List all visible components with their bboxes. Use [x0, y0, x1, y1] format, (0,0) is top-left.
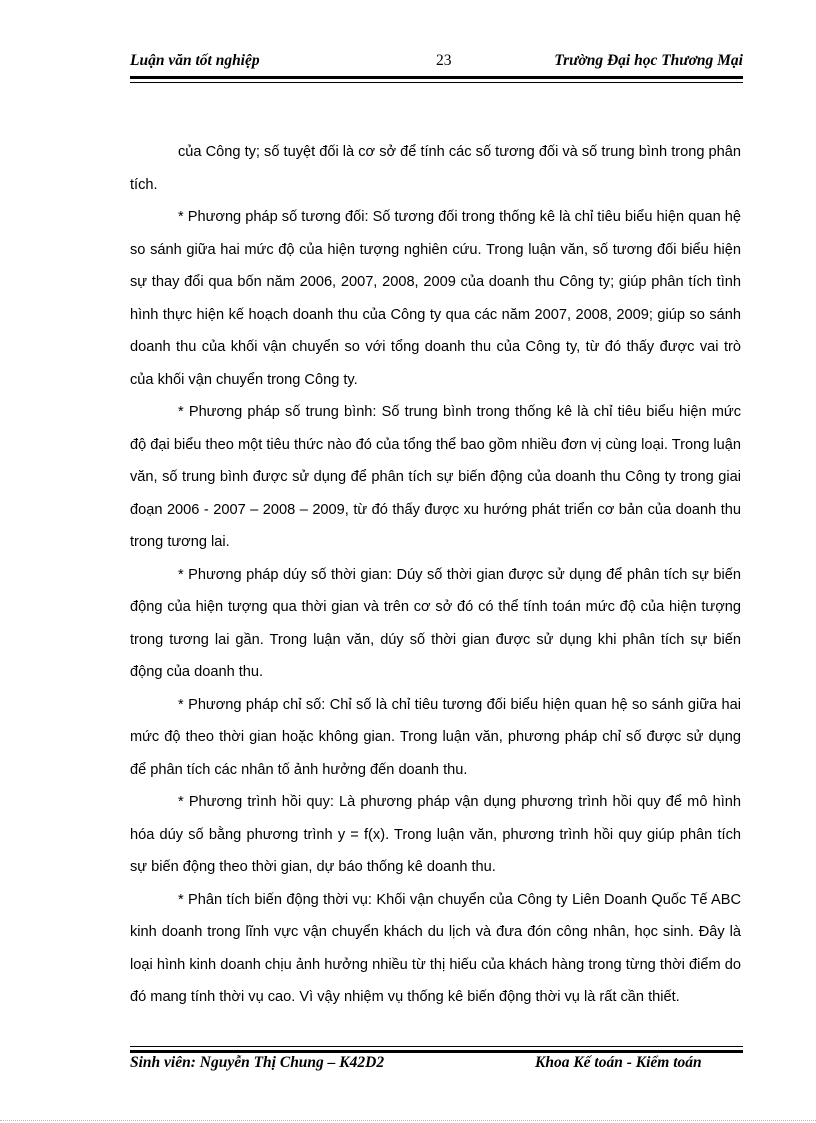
paragraph: * Phương trình hồi quy: Là phương pháp vận dụng phương trình hồi quy để mô hình hóa dúy số bằng phương trình y = f(x). Trong luận văn, phương trình hồi quy giúp phân tích sự biến động theo thời gian, dự báo thống kê doanh thu.: [130, 794, 741, 875]
header-divider: [130, 76, 743, 83]
page-edge-divider: [0, 1120, 816, 1121]
paragraph: của Công ty; số tuyệt đối là cơ sở để tính các số tương đối và số trung bình trong phân tích.: [130, 144, 741, 193]
paragraph: * Phương pháp số trung bình: Số trung bình trong thống kê là chỉ tiêu biểu hiện mức độ đại biểu theo một tiêu thức nào đó của tổng thể bao gồm nhiều đơn vị cùng loại. Trong luận văn, số trung bình được sử dụng để phân tích sự biến động của doanh thu Công ty trong giai đoạn 2006 - 2007 – 2008 – 2009, từ đó thấy được xu hướng phát triển cơ bản của doanh thu trong tương lai.: [130, 404, 741, 550]
page-header: [130, 52, 743, 74]
footer-student: Sinh viên: Nguyễn Thị Chung – K42D2: [130, 1054, 385, 1071]
paragraph: * Phương pháp số tương đối: Số tương đối trong thống kê là chỉ tiêu biểu hiện quan hệ so sánh giữa hai mức độ của hiện tượng nghiên cứu. Trong luận văn, số tương đối biểu hiện sự thay đổi qua bốn năm 2006, 2007, 2008, 2009 của doanh thu Công ty; giúp phân tích tình hình thực hiện kế hoạch doanh thu của Công ty qua các năm 2007, 2008, 2009; giúp so sánh doanh thu của khối vận chuyển so với tổng doanh thu của Công ty, từ đó thấy được vai trò của khối vận chuyển trong Công ty.: [130, 209, 741, 388]
footer-divider: [130, 1046, 743, 1053]
paragraph: * Phương pháp chỉ số: Chỉ số là chỉ tiêu tương đối biểu hiện quan hệ so sánh giữa hai mức độ theo thời gian hoặc không gian. Trong luận văn, phương pháp chỉ số được sử dụng để phân tích các nhân tố ảnh hưởng đến doanh thu.: [130, 696, 741, 778]
header-thesis-title: Luận văn tốt nghiệp: [130, 52, 260, 69]
paragraph: * Phương pháp dúy số thời gian: Dúy số thời gian được sử dụng để phân tích sự biến động của hiện tượng qua thời gian và trên cơ sở đó có thể tính toán mức độ của hiện tượng trong tương lai gần. Trong luận văn, dúy số thời gian được sử dụng khi phân tích sự biến động của doanh thu.: [130, 566, 741, 680]
header-university: Trường Đại học Thương Mại: [554, 52, 743, 69]
page-number: 23: [436, 52, 452, 69]
document-body: [130, 136, 741, 1014]
paragraph: * Phân tích biến động thời vụ: Khối vận chuyển của Công ty Liên Doanh Quốc Tế ABC kinh doanh trong lĩnh vực vận chuyển khách du lịch và đưa đón công nhân, học sinh. Đây là loại hình kinh doanh chịu ảnh hưởng nhiều từ thị hiếu của khách hàng trong từng thời điểm do đó mang tính thời vụ cao. Vì vậy nhiệm vụ thống kê biến động thời vụ là rất cần thiết.: [130, 891, 741, 1005]
page-footer: [130, 1054, 743, 1076]
footer-faculty: Khoa Kế toán - Kiểm toán: [535, 1054, 702, 1071]
